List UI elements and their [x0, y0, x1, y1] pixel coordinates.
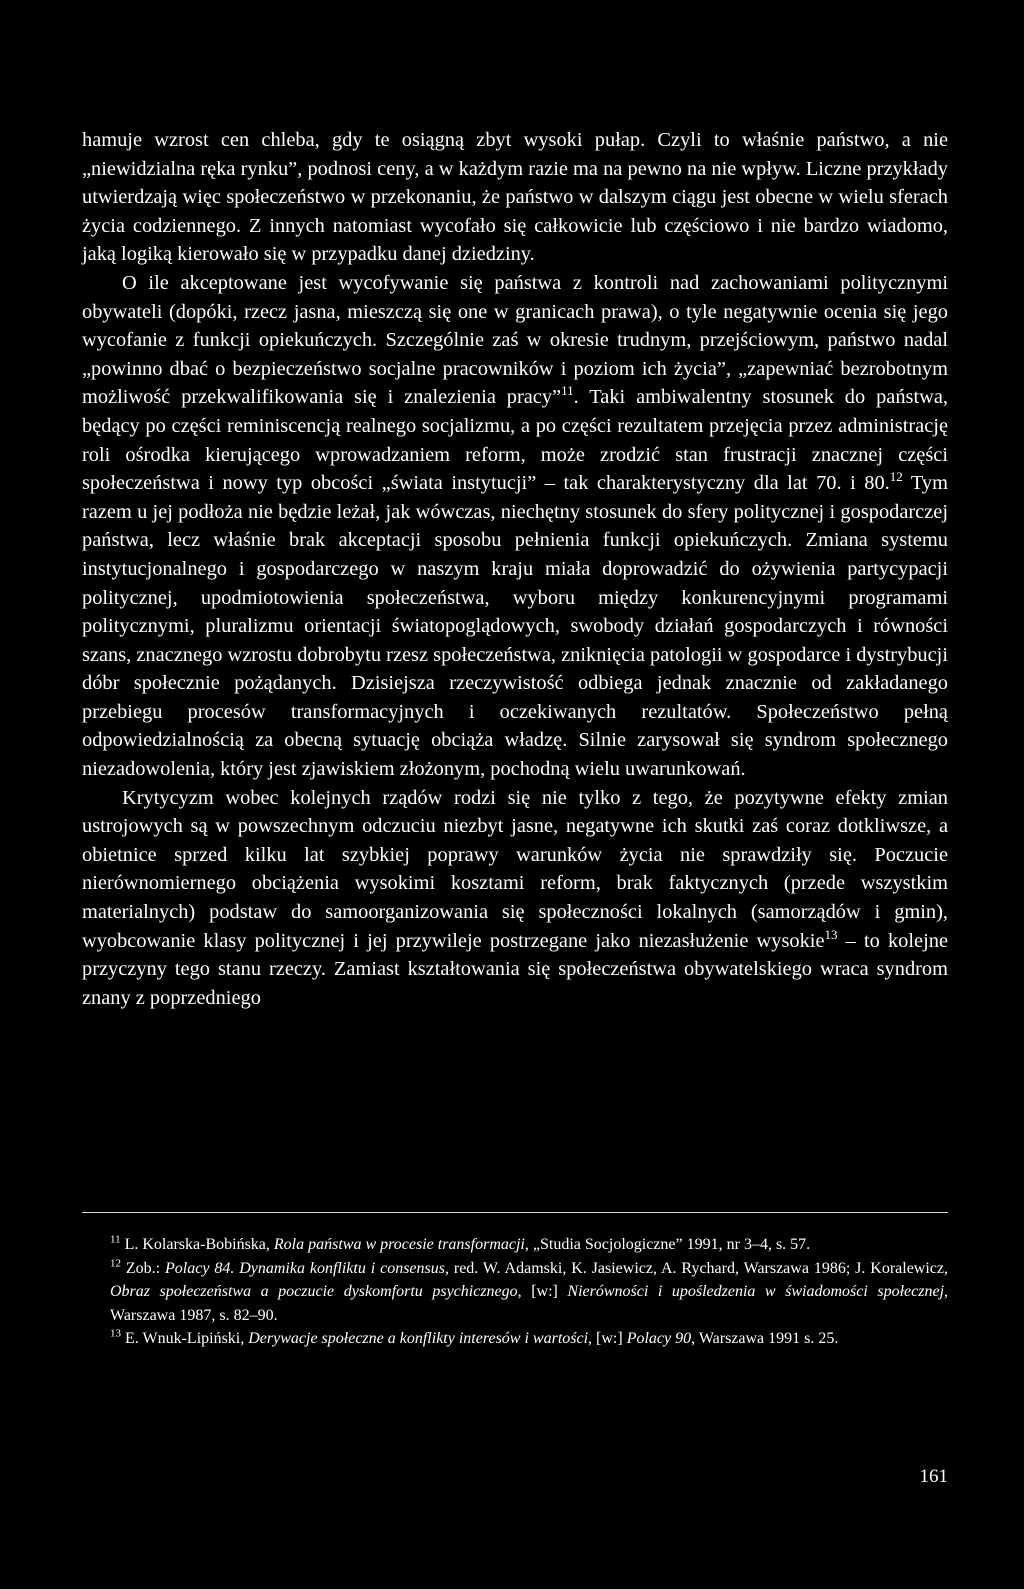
text-run: , red. W. Adamski, K. Jasiewicz, A. Rychard, Warszawa 1986; J. Koralewicz,	[444, 1259, 949, 1277]
footnote-ref: 11	[110, 1233, 121, 1246]
footnote	[110, 1327, 948, 1351]
text-run: Zob.:	[121, 1259, 166, 1277]
text-run: – to kolejne przyczyny tego stanu rzeczy. Zamiast kształtowania się społeczeństwa obywatelskiego wraca syndrom znany z poprzedniego	[82, 929, 948, 1009]
page-body	[82, 126, 948, 1012]
text-run: , Warszawa 1991 s. 25.	[691, 1330, 839, 1347]
footnotes	[110, 1233, 948, 1351]
text-run: L. Kolarska-Bobińska,	[120, 1236, 274, 1253]
text-run: O ile akceptowane jest wycofywanie się państwa z kontroli nad zachowaniami politycznymi obywateli (dopóki, rzecz jasna, mieszczą się one w granicach prawa), o tyle negatywnie ocenia się jego wycofanie z funkcji opiekuńczych. Szczególnie zaś w okresie trudnym, przejściowym, państwo nadal „powinno dbać o bezpieczeństwo socjalne pracowników i poziom ich życia”, „zapewniać bezrobotnym możliwość przekwalifikowania się i znalezienia pracy”	[82, 271, 948, 409]
text-run: , [w:]	[517, 1283, 568, 1300]
text-run: hamuje wzrost cen chleba, gdy te osiągną zbyt wysoki pułap. Czyli to właśnie państwo, a nie „niewidzialna ręka rynku”, podnosi ceny, a w każdym razie ma na pewno na nie wpływ. Liczne przykłady utwierdzają więc społeczeństwo w przekonaniu, że państwo w dalszym ciągu jest obecne w wielu sferach życia codziennego. Z innych natomiast wycofało się całkowicie lub częściowo i nie bardzo wiadomo, jaką logiką kierowało się w przypadku danej dziedziny.	[82, 129, 948, 266]
paragraph	[82, 126, 948, 269]
italic-title: Derywacje społeczne a konflikty interesów i wartości	[248, 1330, 589, 1347]
text-run: , „Studia Socjologiczne” 1991, nr 3–4, s. 57.	[524, 1236, 811, 1253]
text-run: , [w:]	[588, 1330, 627, 1347]
footnote-ref: 11	[561, 383, 574, 399]
footnote	[110, 1233, 948, 1257]
italic-title: Rola państwa w procesie transformacji	[273, 1236, 525, 1253]
italic-title: Obraz społeczeństwa a poczucie dyskomfortu psychicznego	[110, 1283, 518, 1300]
italic-title: Polacy 84. Dynamika konfliktu i consensus	[165, 1259, 445, 1277]
paragraph	[82, 784, 948, 1013]
footnote-ref: 12	[889, 469, 903, 485]
page-number: 161	[919, 1466, 948, 1487]
text-run: E. Wnuk-Lipiński,	[121, 1330, 249, 1347]
footnote-ref: 13	[110, 1327, 121, 1340]
footnote-ref: 13	[824, 926, 838, 942]
paragraph	[82, 269, 948, 784]
italic-title: Polacy 90	[626, 1330, 692, 1347]
footnote	[110, 1257, 948, 1328]
text-run: , Warszawa 1987, s. 82–90.	[110, 1283, 949, 1324]
text-run: . Taki ambiwalentny stosunek do państwa, będący po części reminiscencją realnego socjalizmu, a po części rezultatem przejęcia przez administrację roli ośrodka kierującego wprowadzaniem reform, może zrodzić stan frustracji znacznej części społeczeństwa i nowy typ obcości „świata instytucji” – tak charakterystyczny dla lat 70. i 80.	[82, 386, 948, 495]
main-text	[82, 126, 948, 1012]
text-run: Tym razem u jej podłoża nie będzie leżał, jak wówczas, niechętny stosunek do sfery politycznej i gospodarczej państwa, lecz właśnie brak akceptacji sposobu pełnienia funkcji opiekuńczych. Zmiana systemu instytucjonalnego i gospodarczego w naszym kraju miała doprowadzić do ożywienia partycypacji politycznej, upodmiotowienia społeczeństwa, wyboru między konkurencyjnymi programami politycznymi, pluralizmu orientacji światopoglądowych, swobody działań gospodarczych i równości szans, znacznego wzrostu dobrobytu rzesz społeczeństwa, zniknięcia patologii w gospodarce i dystrybucji dóbr społecznie pożądanych. Dzisiejsza rzeczywistość odbiega jednak znacznie od zakładanego przebiegu procesów transformacyjnych i oczekiwanych rezultatów. Społeczeństwo pełną odpowiedzialnością za obecną sytuację obciąża władzę. Silnie zarysował się syndrom społecznego niezadowolenia, który jest zjawiskiem złożonym, pochodną wielu uwarunkowań.	[82, 472, 948, 781]
text-run: Krytycyzm wobec kolejnych rządów rodzi się nie tylko z tego, że pozytywne efekty zmian ustrojowych są w powszechnym odczuciu niezbyt jasne, negatywne ich skutki zaś coraz dotkliwsze, a obietnice sprzed kilku lat szybkiej poprawy warunków życia nie sprawdziły się. Poczucie nierównomiernego obciążenia wysokimi kosztami reform, brak faktycznych (przede wszystkim materialnych) podstaw do samoorganizowania się społeczności lokalnych (samorządów i gmin), wyobcowanie klasy politycznej i jej przywileje postrzegane jako niezasłużenie wysokie	[82, 786, 948, 952]
footnote-ref: 12	[110, 1257, 121, 1270]
footnote-separator	[82, 1212, 948, 1213]
italic-title: Nierówności i upośledzenia w świadomości społecznej	[567, 1283, 945, 1300]
